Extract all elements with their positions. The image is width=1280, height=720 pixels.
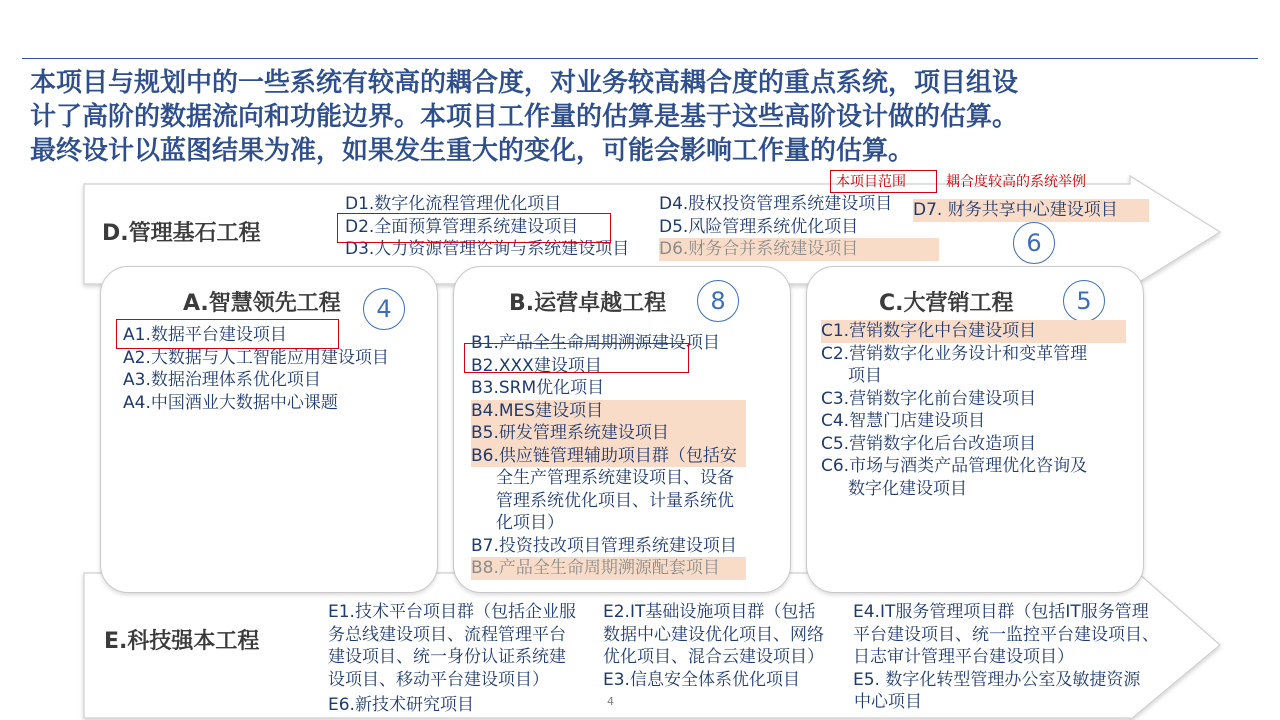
e-col3 — [853, 601, 1159, 714]
list-item: 平台建设项目、统一监控平台建设项目、 — [853, 624, 1159, 645]
list-item: D7. 财务共享中心建设项目 — [913, 199, 1149, 222]
list-item: E2.IT基础设施项目群（包括 — [603, 602, 816, 622]
list-item: C5.营销数字化后台改造项目 — [821, 433, 1037, 454]
a-count-circle: 4 — [363, 288, 405, 330]
list-item: C3.营销数字化前台建设项目 — [821, 388, 1037, 409]
c-section-card — [806, 266, 1144, 593]
list-item: D3.人力资源管理咨询与系统建设项目 — [345, 239, 630, 259]
list-item: B8.产品全生命周期溯源配套项目 — [471, 557, 746, 580]
b-label: B.运营卓越工程 — [509, 291, 667, 316]
list-item: B4.MES建设项目 — [471, 400, 746, 423]
list-item: D6.财务合并系统建设项目 — [659, 238, 939, 261]
list-item: C1.营销数字化中台建设项目 — [821, 320, 1126, 343]
legend-scope-label: 本项目范围 — [836, 174, 906, 190]
c-items — [821, 320, 1126, 500]
list-item: B7.投资技改项目管理系统建设项目 — [471, 535, 737, 556]
c-count-circle: 5 — [1063, 280, 1105, 322]
list-item: C6.市场与酒类产品管理优化咨询及 — [821, 456, 1088, 476]
list-item: A3.数据治理体系优化项目 — [123, 370, 321, 390]
list-item: 优化项目、混合云建设项目） — [603, 647, 824, 667]
list-item: A2.大数据与人工智能应用建设项目 — [123, 347, 389, 368]
page-number: 4 — [607, 695, 614, 708]
page-title: 本项目与规划中的一些系统有较高的耦合度，对业务较高耦合度的重点系统，项目组设 计了高阶的数据流向和功能边界。本项目工作量的估算是基于这些高阶设计做的估算。 最终设计以蓝图结果为准，如果发生重大的变化，可能会影响工作量的估算。 — [30, 68, 1019, 166]
list-item: 建设项目、统一身份认证系统建 — [328, 647, 566, 667]
list-item: B2.XXX建设项目 — [471, 355, 602, 376]
list-item: C2.营销数字化业务设计和变革管理 — [821, 343, 1088, 364]
list-item: A4.中国酒业大数据中心课题 — [123, 392, 338, 413]
list-item: 设项目、移动平台建设项目） — [328, 669, 549, 690]
legend-coupling-label: 耦合度较高的系统举例 — [946, 174, 1086, 190]
list-item: 全生产管理系统建设项目、设备 — [496, 468, 734, 488]
list-item: D5.风险管理系统优化项目 — [659, 216, 859, 237]
b-count-circle: 8 — [697, 280, 739, 322]
list-item: E6.新技术研究项目 — [328, 695, 474, 715]
d-col2 — [659, 193, 939, 261]
list-item: D2.全面预算管理系统建设项目 — [345, 216, 579, 237]
b-section-card — [453, 266, 791, 593]
e-label: E.科技强本工程 — [104, 629, 260, 654]
list-item: 项目 — [848, 366, 882, 386]
list-item: 务总线建设项目、流程管理平台 — [328, 624, 566, 645]
list-item: 数字化建设项目 — [848, 478, 967, 499]
scope-marker-d2 — [337, 213, 611, 243]
list-item: 管理系统优化项目、计量系统优 — [496, 490, 734, 511]
scope-marker-a1 — [116, 319, 339, 349]
e-col1 — [328, 601, 576, 717]
list-item: E1.技术平台项目群（包括企业服 — [328, 602, 576, 622]
list-item: 化项目） — [496, 513, 564, 533]
list-item: B1.产品全生命周期溯源建设项目 — [471, 333, 720, 353]
list-item: E5. 数字化转型管理办公室及敏捷资源 — [853, 669, 1141, 690]
list-item: B3.SRM优化项目 — [471, 378, 605, 398]
list-item: E3.信息安全体系优化项目 — [603, 669, 800, 690]
a-section-card — [100, 266, 438, 593]
list-item: C4.智慧门店建设项目 — [821, 411, 986, 431]
c-label: C.大营销工程 — [879, 291, 1014, 316]
d-col3 — [913, 199, 1149, 222]
d-label: D.管理基石工程 — [102, 221, 261, 246]
list-item: D1.数字化流程管理优化项目 — [345, 194, 562, 214]
list-item: 日志审计管理平台建设项目） — [853, 647, 1074, 667]
e-col2 — [603, 601, 824, 691]
list-item: D4.股权投资管理系统建设项目 — [659, 194, 893, 214]
list-item: 数据中心建设优化项目、网络 — [603, 624, 824, 645]
list-item: A1.数据平台建设项目 — [123, 325, 287, 345]
list-item: 中心项目 — [854, 692, 922, 712]
list-item: E4.IT服务管理项目群（包括IT服务管理 — [853, 602, 1149, 622]
list-item: B5.研发管理系统建设项目 — [471, 422, 746, 445]
list-item: B6.供应链管理辅助项目群（包括安 — [471, 445, 746, 468]
a-label: A.智慧领先工程 — [183, 291, 341, 316]
scope-marker-b2 — [464, 343, 689, 373]
d-count-circle: 6 — [1013, 222, 1055, 264]
